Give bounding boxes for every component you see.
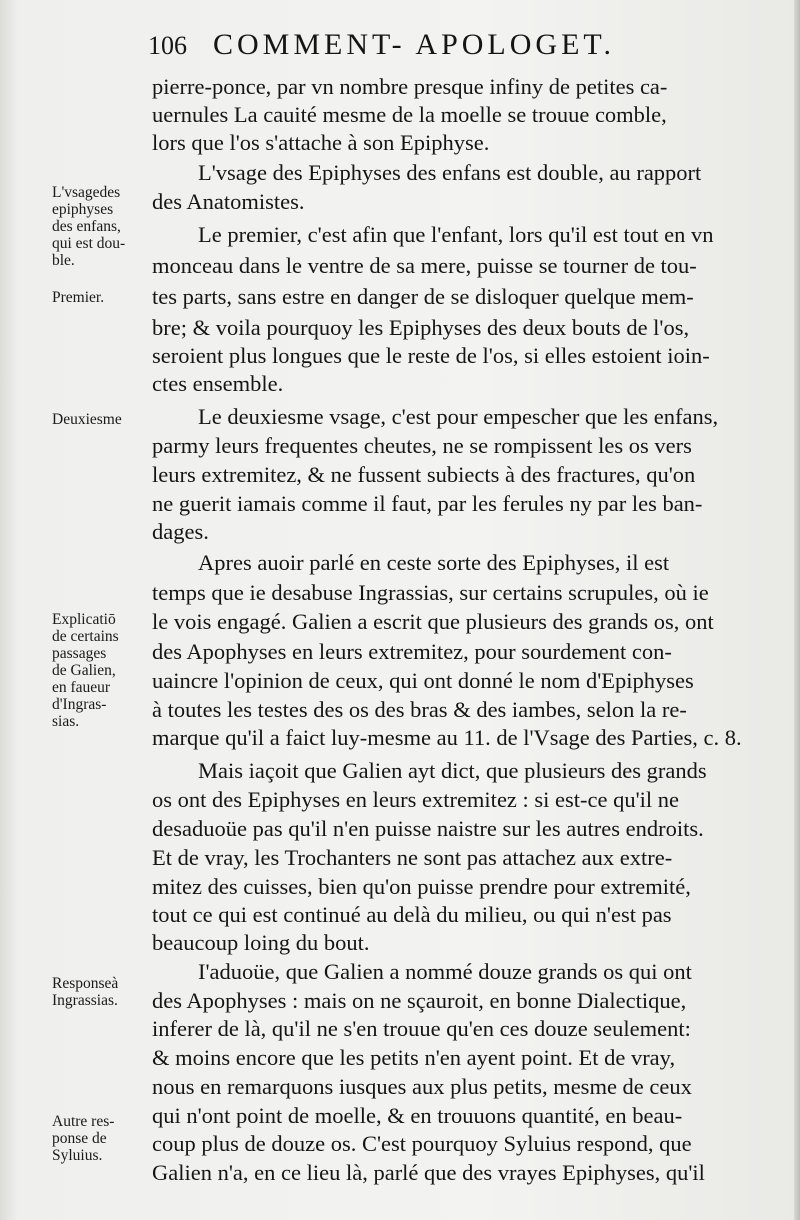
body-line: tes parts, sans estre en danger de se disloquer quelque mem- bbox=[152, 284, 694, 309]
body-line: os ont des Epiphyses en leurs extremitez : si est-ce qu'il ne bbox=[152, 787, 680, 812]
body-line: à toutes les testes des os des bras & des iambes, selon la re- bbox=[152, 697, 687, 722]
page-header bbox=[148, 28, 788, 68]
body-line: Le premier, c'est afin que l'enfant, lors qu'il est tout en vn bbox=[198, 222, 714, 247]
margin-note-usage: L'vsagedes epiphyses des enfans, qui est dou- ble. bbox=[52, 184, 126, 269]
body-line: I'aduoüe, que Galien a nommé douze grands os qui ont bbox=[198, 959, 692, 984]
body-line: des Anatomistes. bbox=[152, 189, 305, 214]
body-line: coup plus de douze os. C'est pourquoy Syluius respond, que bbox=[152, 1131, 692, 1156]
body-line: qui n'ont point de moelle, & en trouuons quantité, en beau- bbox=[152, 1103, 683, 1128]
body-line: uaincre l'opinion de ceux, qui ont donné le nom d'Epiphyses bbox=[152, 668, 694, 693]
body-line: nous en remarquons iusques aux plus petits, mesme de ceux bbox=[152, 1074, 692, 1099]
body-line: le vois engagé. Galien a escrit que plusieurs des grands os, ont bbox=[152, 609, 714, 634]
page-edge-shadow bbox=[794, 0, 800, 1220]
body-line: mitez des cuisses, bien qu'on puisse prendre pour extremité, bbox=[152, 874, 691, 899]
margin-note-deuxiesme: Deuxiesme bbox=[52, 411, 122, 428]
running-title: COMMENT- APOLOGET. bbox=[213, 28, 616, 61]
body-line: bre; & voila pourquoy les Epiphyses des deux bouts de l'os, bbox=[152, 315, 690, 340]
body-line: dages. bbox=[152, 519, 209, 544]
body-line: seroient plus longues que le reste de l'os, si elles estoient ioin- bbox=[152, 343, 710, 368]
body-line: uernules La cauité mesme de la moelle se trouue comble, bbox=[152, 102, 667, 127]
page-number: 106 bbox=[148, 31, 187, 60]
margin-note-autre-response: Autre res- ponse de Syluius. bbox=[52, 1113, 115, 1164]
body-line: leurs extremitez, & ne fussent subiects à des fractures, qu'on bbox=[152, 462, 696, 487]
body-line: marque qu'il a faict luy-mesme au 11. de l'Vsage des Parties, c. 8. bbox=[152, 725, 742, 750]
body-line: des Apophyses en leurs extremitez, pour sourdement con- bbox=[152, 639, 672, 664]
body-line: Mais iaçoit que Galien ayt dict, que plusieurs des grands bbox=[198, 758, 707, 783]
body-line: Le deuxiesme vsage, c'est pour empescher que les enfans, bbox=[198, 404, 719, 429]
body-line: des Apophyses : mais on ne sçauroit, en bonne Dialectique, bbox=[152, 988, 687, 1013]
body-line: Et de vray, les Trochanters ne sont pas attachez aux extre- bbox=[152, 845, 673, 870]
body-line: lors que l'os s'attache à son Epiphyse. bbox=[152, 130, 490, 155]
body-line: Apres auoir parlé en ceste sorte des Epiphyses, il est bbox=[198, 550, 670, 575]
body-line: parmy leurs frequentes cheutes, ne se rompissent les os vers bbox=[152, 433, 692, 458]
body-line: monceau dans le ventre de sa mere, puisse se tourner de tou- bbox=[152, 253, 697, 278]
body-line: desaduoüe pas qu'il n'en puisse naistre sur les autres endroits. bbox=[152, 816, 704, 841]
margin-note-explication: Explicatiō de certains passages de Galien, en faueur d'Ingras- sias. bbox=[52, 611, 119, 730]
margin-note-premier: Premier. bbox=[52, 289, 105, 306]
margin-note-response: Responseà Ingrassias. bbox=[52, 975, 119, 1009]
body-line: temps que ie desabuse Ingrassias, sur certains scrupules, où ie bbox=[152, 580, 709, 605]
body-line: pierre-ponce, par vn nombre presque infiny de petites ca- bbox=[152, 74, 668, 99]
body-line: & moins encore que les petits n'en ayent point. Et de vray, bbox=[152, 1045, 676, 1070]
body-line: ctes ensemble. bbox=[152, 371, 284, 396]
body-line: Galien n'a, en ce lieu là, parlé que des vrayes Epiphyses, qu'il bbox=[152, 1160, 705, 1185]
body-line: L'vsage des Epiphyses des enfans est double, au rapport bbox=[198, 160, 702, 185]
body-line: beaucoup loing du bout. bbox=[152, 930, 370, 955]
body-line: inferer de là, qu'il ne s'en trouue qu'en ces douze seulement: bbox=[152, 1016, 691, 1041]
body-line: ne guerit iamais comme il faut, par les ferules ny par les ban- bbox=[152, 491, 703, 516]
body-line: tout ce qui est continué au delà du milieu, ou qui n'est pas bbox=[152, 902, 672, 927]
